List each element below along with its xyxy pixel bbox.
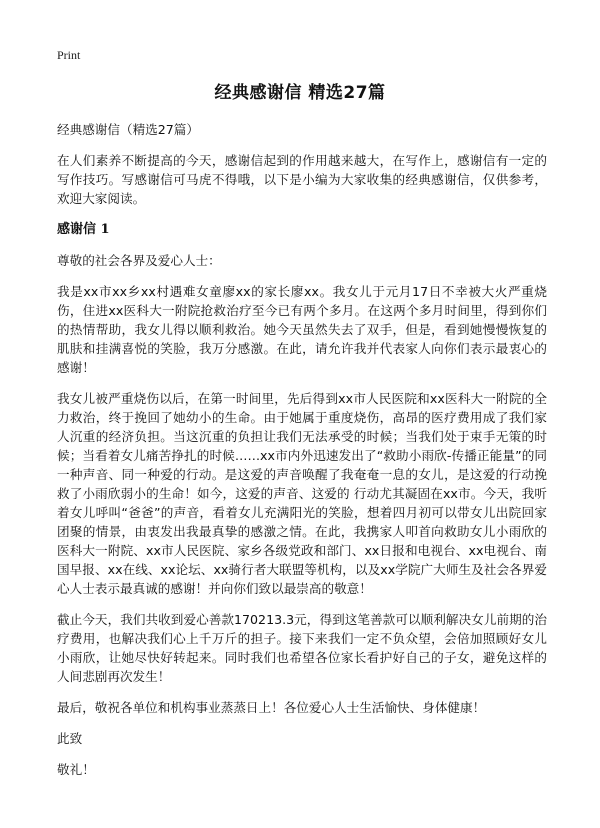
document-subtitle: 经典感谢信（精选27篇） <box>57 122 199 137</box>
intro-paragraph: 在人们素养不断提高的今天，感谢信起到的作用越来越大，在写作上，感谢信有一定的写作技巧。写感谢信可马虎不得哦，以下是小编为大家收集的经典感谢信，仅供参考，欢迎大家阅读。 <box>57 153 547 206</box>
section-heading: 感谢信 1 <box>57 222 110 237</box>
letter-paragraph-3: 截止今天，我们共收到爱心善款170213.3元，得到这笔善款可以顺利解决女儿前期的治疗费用，也解决我们心上千万斤的担子。接下来我们一定不负众望，会倍加照顾好女儿小雨欣，让她尽快好转起来。同时我们也希望各位家长看护好自己的子女，避免这样的人间悲剧再次发生！ <box>57 612 547 684</box>
letter-paragraph-1: 我是xx市xx乡xx村遇难女童廖xx的家长廖xx。我女儿于元月17日不幸被大火严重烧伤，住进xx医科大一附院抢救治疗至今已有两个多月。在这两个多月时间里，得到你们的热情帮助，我女儿得以顺利救治。她今天虽然失去了双手，但是，看到她慢慢恢复的肌肤和挂满喜悦的笑脸，我万分感激。在此，请允许我并代表家人向你们表示最衷心的感谢！ <box>57 284 547 375</box>
letter-paragraph-4: 最后，敬祝各单位和机构事业蒸蒸日上！各位爱心人士生活愉快、身体健康！ <box>57 700 486 715</box>
salutation: 尊敬的社会各界及爱心人士： <box>57 253 221 268</box>
document-title: 经典感谢信 精选27篇 <box>214 83 386 103</box>
closing-line-2: 敬礼！ <box>57 762 95 777</box>
document-body <box>57 120 547 791</box>
letter-paragraph-2: 我女儿被严重烧伤以后，在第一时间里，先后得到xx市人民医院和xx医科大一附院的全力救治，终于挽回了她幼小的生命。由于她属于重度烧伤，高昂的医疗费用成了我们家人沉重的经济负担。当这沉重的负担让我们无法承受的时候；当我们处于束手无策的时候；当看着女儿痛苦挣扎的时候……xx市内外迅速发出了“救助小雨欣-传播正能量”的同一种声音、同一种爱的行动。是这爱的声音唤醒了我奄奄一息的女儿，是这爱的行动挽救了小雨欣弱小的生命！如今，这爱的声音、这爱的 行动尤其凝固在xx市。今天，我听着女儿呼叫“爸爸”的声音，看着女儿充满阳光的笑脸，想着四月初可以带女儿出院回家团聚的情景，由衷发出我最真挚的感激之情。在此，我携家人叩首向救助女儿小雨欣的医科大一附院、xx市人民医院、家乡各级党政和部门、xx日报和电视台、xx电视台、南国早报、xx在线、xx论坛、xx骑行者大联盟等机构，以及xx学院广大师生及社会各界爱心人士表示最真诚的感谢！并向你们致以最崇高的敬意！ <box>57 391 547 596</box>
print-link[interactable]: Print <box>57 48 81 62</box>
closing-line-1: 此致 <box>57 731 83 746</box>
